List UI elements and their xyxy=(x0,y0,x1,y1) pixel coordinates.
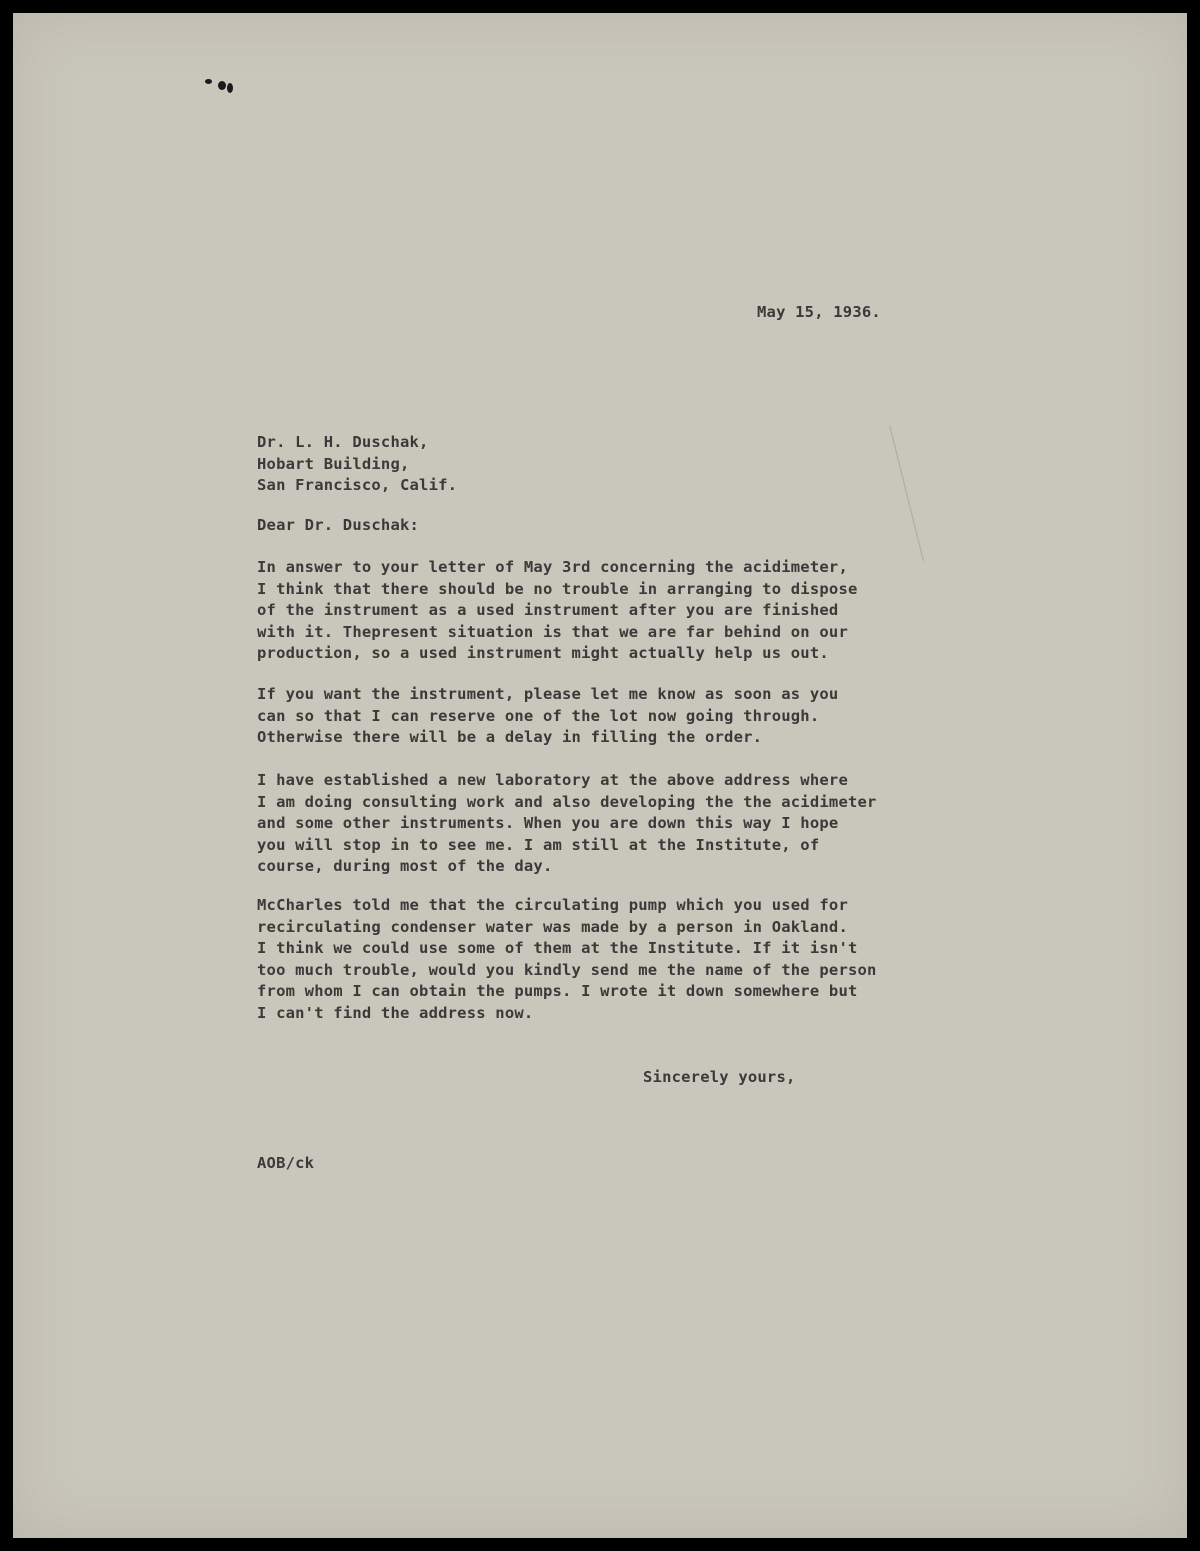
salutation: Dear Dr. Duschak: xyxy=(257,516,420,534)
paragraph-line: can so that I can reserve one of the lot now going through. xyxy=(257,706,820,725)
paragraph-acidimeter xyxy=(257,557,858,665)
staple-hole xyxy=(227,83,233,93)
paragraph-reserve xyxy=(257,684,838,749)
staple-hole xyxy=(205,79,212,84)
paragraph-line: I can't find the address now. xyxy=(257,1003,534,1022)
paragraph-line: recirculating condenser water was made by a person in Oakland. xyxy=(257,917,848,936)
paragraph-line: In answer to your letter of May 3rd concerning the acidimeter, xyxy=(257,558,848,576)
address-line: Hobart Building, xyxy=(257,454,410,473)
paragraph-line: McCharles told me that the circulating pump which you used for xyxy=(257,896,848,914)
paragraph-pump xyxy=(257,895,877,1024)
staple-hole xyxy=(218,81,226,90)
paragraph-line: too much trouble, would you kindly send me the name of the person xyxy=(257,960,877,979)
address-line: Dr. L. H. Duschak, xyxy=(257,433,429,451)
paragraph-line: I think we could use some of them at the Institute. If it isn't xyxy=(257,939,858,957)
paragraph-line: production, so a used instrument might actually help us out. xyxy=(257,644,829,662)
paragraph-line: course, during most of the day. xyxy=(257,857,553,875)
paragraph-line: from whom I can obtain the pumps. I wrote it down somewhere but xyxy=(257,982,858,1000)
typist-initials: AOB/ck xyxy=(257,1154,315,1172)
paragraph-laboratory xyxy=(257,770,877,878)
paragraph-line: I am doing consulting work and also developing the the acidimeter xyxy=(257,792,877,811)
paragraph-line: and some other instruments. When you are down this way I hope xyxy=(257,814,839,832)
paragraph-line: I have established a new laboratory at the above address where xyxy=(257,771,848,789)
paragraph-line: you will stop in to see me. I am still at the Institute, of xyxy=(257,835,820,854)
paragraph-line: of the instrument as a used instrument after you are finished xyxy=(257,601,839,619)
recipient-address xyxy=(257,432,457,497)
paragraph-line: with it. Thepresent situation is that we are far behind on our xyxy=(257,622,848,641)
paragraph-line: Otherwise there will be a delay in filling the order. xyxy=(257,728,763,746)
paragraph-line: I think that there should be no trouble in arranging to dispose xyxy=(257,579,858,598)
address-line: San Francisco, Calif. xyxy=(257,476,458,494)
paragraph-line: If you want the instrument, please let me know as soon as you xyxy=(257,685,839,703)
letter-date: May 15, 1936. xyxy=(757,303,881,321)
closing: Sincerely yours, xyxy=(643,1068,796,1086)
paper-crease xyxy=(889,425,924,561)
